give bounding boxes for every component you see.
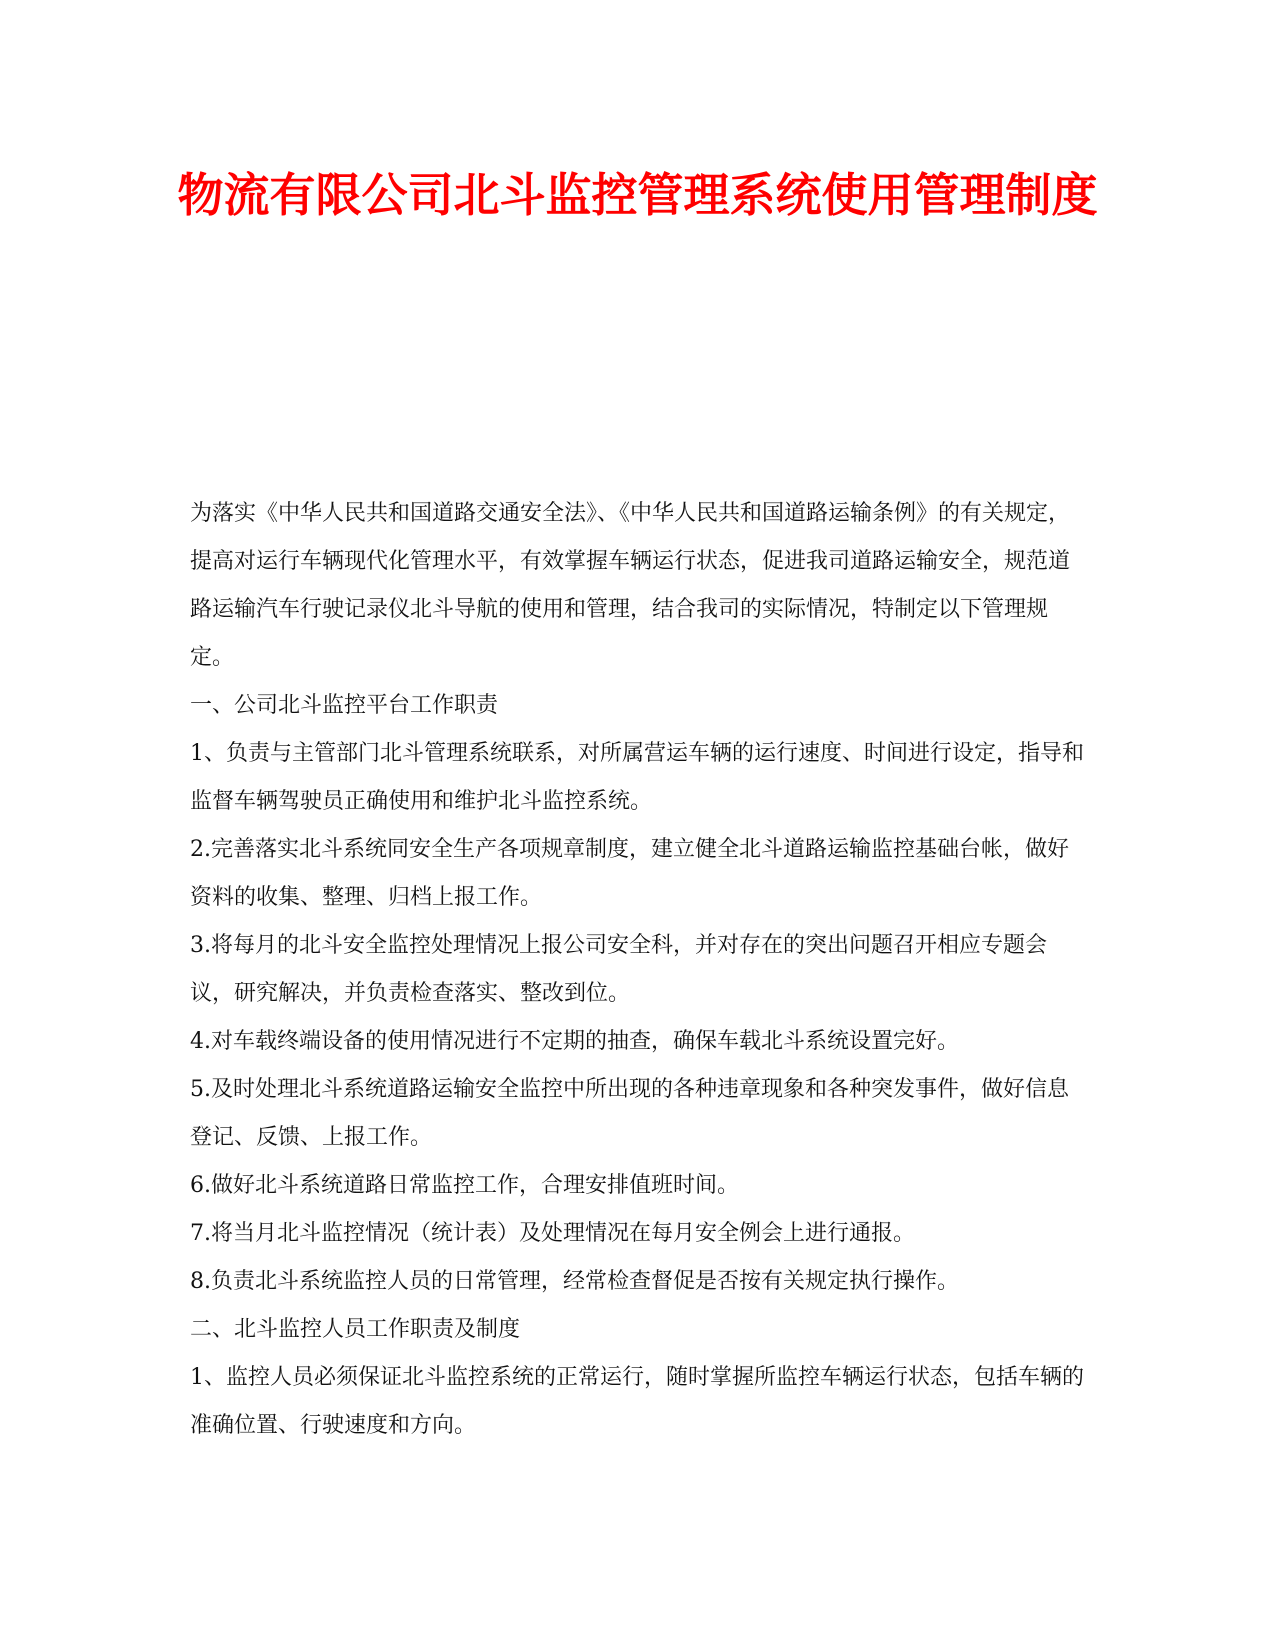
list-item: 8.负责北斗系统监控人员的日常管理，经常检查督促是否按有关规定执行操作。: [190, 1269, 959, 1294]
document-title: 物流有限公司北斗监控管理系统使用管理制度: [177, 168, 1098, 222]
section-heading-1: 一、公司北斗监控平台工作职责: [190, 693, 499, 718]
list-item: 1、监控人员必须保证北斗监控系统的正常运行，随时掌握所监控车辆运行状态，包括车辆的准确位置、行驶速度和方向。: [190, 1365, 1085, 1438]
intro-paragraph: 为落实《中华人民共和国道路交通安全法》、《中华人民共和国道路运输条例》的有关规定，提高对运行车辆现代化管理水平，有效掌握车辆运行状态，促进我司道路运输安全，规范道路运输汽车行驶记录仪北斗导航的使用和管理，结合我司的实际情况，特制定以下管理规定。: [190, 501, 1071, 670]
document-body: [190, 490, 1090, 1450]
section-heading-2: 二、北斗监控人员工作职责及制度: [190, 1317, 521, 1342]
list-item: 4.对车载终端设备的使用情况进行不定期的抽查，确保车载北斗系统设置完好。: [190, 1029, 959, 1054]
list-item: 6.做好北斗系统道路日常监控工作，合理安排值班时间。: [190, 1173, 739, 1198]
list-item: 5.及时处理北斗系统道路运输安全监控中所出现的各种违章现象和各种突发事件，做好信息登记、反馈、上报工作。: [190, 1077, 1069, 1150]
list-item: 7.将当月北斗监控情况（统计表）及处理情况在每月安全例会上进行通报。: [190, 1221, 915, 1246]
list-item: 3.将每月的北斗安全监控处理情况上报公司安全科，并对存在的突出问题召开相应专题会议，研究解决，并负责检查落实、整改到位。: [190, 933, 1047, 1006]
list-item: 2.完善落实北斗系统同安全生产各项规章制度，建立健全北斗道路运输监控基础台帐，做好资料的收集、整理、归档上报工作。: [190, 837, 1069, 910]
list-item: 1、负责与主管部门北斗管理系统联系，对所属营运车辆的运行速度、时间进行设定，指导和监督车辆驾驶员正确使用和维护北斗监控系统。: [190, 741, 1085, 814]
